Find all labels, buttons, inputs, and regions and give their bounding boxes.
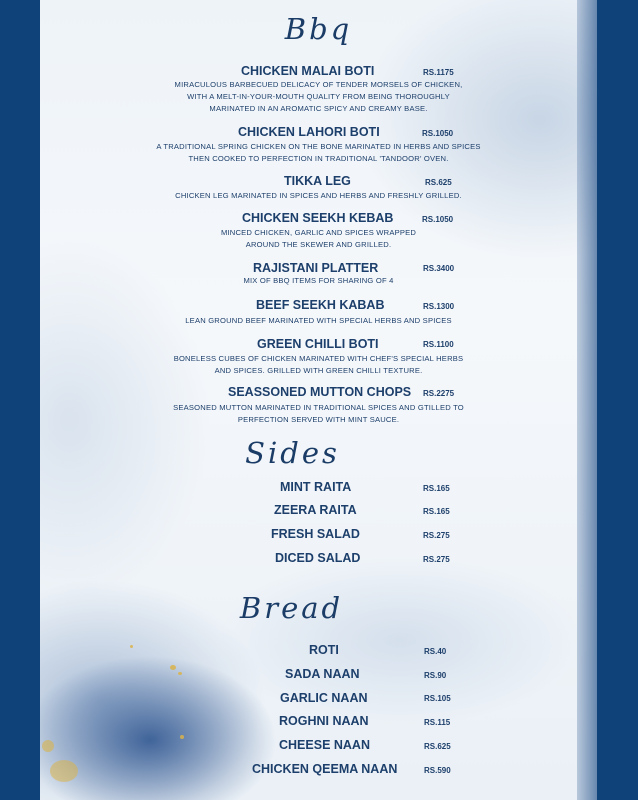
item-name: CHICKEN QEEMA NAAN [252, 762, 398, 776]
item-name: SADA NAAN [285, 667, 360, 681]
item-price: RS.3400 [423, 264, 455, 273]
item-price: RS.1050 [422, 215, 454, 224]
item-price: RS.2275 [423, 389, 455, 398]
item-price: RS.275 [423, 531, 450, 540]
item-desc: MIRACULOUS BARBECUED DELICACY OF TENDER MORSELS OF CHICKEN, WITH A MELT-IN-YOUR-MOUTH QUALITY FROM BEING THOROUGHLY MARINATED IN AN AROMATIC SPICY AND CREAMY BASE. [174, 80, 463, 113]
item-name: MINT RAITA [280, 480, 352, 494]
item-name: FRESH SALAD [271, 527, 360, 541]
item-name: RAJISTANI PLATTER [253, 261, 379, 275]
item-name: ZEERA RAITA [274, 503, 357, 517]
item-price: RS.90 [424, 671, 447, 680]
item-name: ROGHNI NAAN [279, 714, 369, 728]
gold-speck [180, 735, 184, 739]
item-desc: LEAN GROUND BEEF MARINATED WITH SPECIAL HERBS AND SPICES [185, 316, 452, 325]
item-price: RS.1300 [423, 302, 455, 311]
item-price: RS.625 [424, 742, 451, 751]
item-price: RS.625 [425, 178, 452, 187]
item-name: DICED SALAD [275, 551, 361, 565]
item-name: ROTI [309, 643, 339, 657]
item-desc: MINCED CHICKEN, GARLIC AND SPICES WRAPPED AROUND THE SKEWER AND GRILLED. [220, 228, 417, 249]
item-price: RS.105 [424, 694, 451, 703]
gold-speck [130, 645, 133, 648]
item-price: RS.1100 [423, 340, 454, 349]
item-price: RS.165 [423, 507, 450, 516]
item-desc: SEASONED MUTTON MARINATED IN TRADITIONAL SPICES AND GTILLED TO PERFECTION SERVED WITH MINT SAUCE. [173, 403, 464, 424]
item-price: RS.275 [423, 555, 450, 564]
item-price: RS.1175 [423, 68, 454, 77]
menu-page [40, 0, 597, 800]
item-name: SEASSONED MUTTON CHOPS [228, 385, 412, 399]
item-desc: BONELESS CUBES OF CHICKEN MARINATED WITH CHEF'S SPECIAL HERBS AND SPICES. GRILLED WITH GREEN CHILLI TEXTURE. [173, 354, 464, 375]
item-name: TIKKA LEG [284, 174, 351, 188]
item-name: GREEN CHILLI BOTI [257, 337, 379, 351]
item-name: BEEF SEEKH KABAB [256, 298, 385, 312]
section-title-bbq: Bbq [284, 12, 353, 46]
item-name: CHICKEN MALAI BOTI [241, 64, 375, 78]
item-desc: MIX OF BBQ ITEMS FOR SHARING OF 4 [243, 276, 394, 285]
gold-speck [50, 760, 78, 782]
gold-speck [42, 740, 54, 752]
item-price: RS.115 [424, 718, 451, 727]
item-name: CHEESE NAAN [279, 738, 370, 752]
item-name: CHICKEN LAHORI BOTI [238, 125, 380, 139]
section-title-sides: Sides [245, 436, 340, 470]
item-price: RS.1050 [422, 129, 454, 138]
item-desc: A TRADITIONAL SPRING CHICKEN ON THE BONE MARINATED IN HERBS AND SPICES THEN COOKED TO PERFECTION IN TRADITIONAL 'TANDOOR' OVEN. [156, 142, 481, 163]
item-name: GARLIC NAAN [280, 691, 368, 705]
item-price: RS.40 [424, 647, 447, 656]
section-title-bread: Bread [239, 591, 344, 625]
item-price: RS.590 [424, 766, 451, 775]
gold-speck [178, 672, 182, 675]
gold-speck [170, 665, 176, 670]
item-name: CHICKEN SEEKH KEBAB [242, 211, 394, 225]
item-price: RS.165 [423, 484, 450, 493]
page-edge-decoration [577, 0, 597, 800]
item-desc: CHICKEN LEG MARINATED IN SPICES AND HERBS AND FRESHLY GRILLED. [175, 191, 462, 200]
